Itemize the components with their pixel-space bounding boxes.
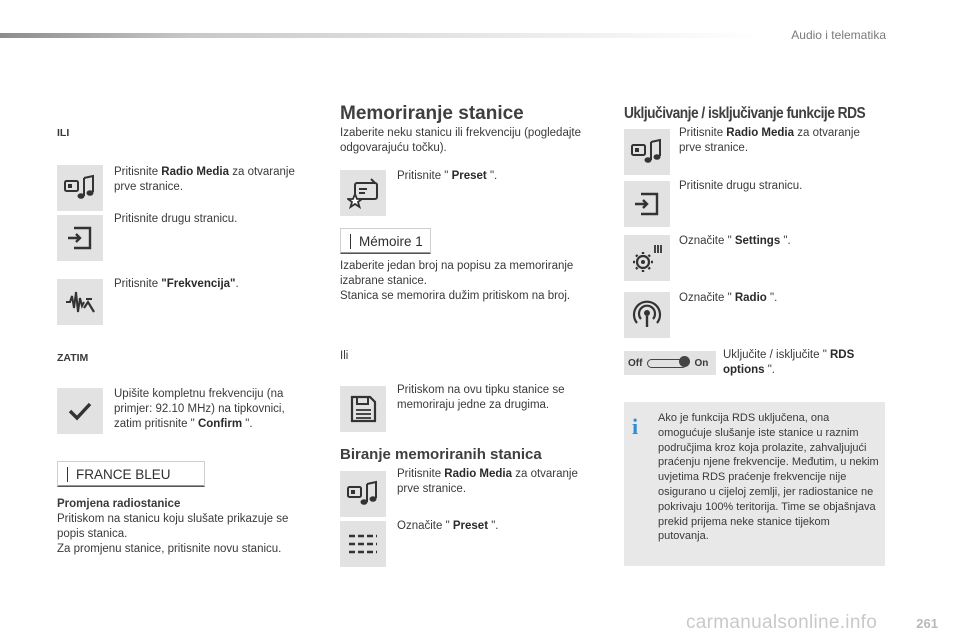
rds-step4: Označite " Radio ". bbox=[679, 292, 778, 304]
radio-star-icon bbox=[347, 177, 379, 209]
radio-media-button[interactable] bbox=[57, 165, 103, 211]
rds-title: Uključivanje / isključivanje funkcije RDS bbox=[624, 105, 866, 122]
preset-step: Pritisnite " Preset ". bbox=[397, 170, 498, 182]
select-step2: Označite " Preset ". bbox=[397, 520, 499, 532]
rds-toggle[interactable] bbox=[624, 351, 716, 375]
text-cursor bbox=[350, 234, 351, 249]
rds-step1: Pritisnite Radio Media za otvaranje prve stranice. bbox=[679, 127, 860, 154]
left-step1: Pritisnite Radio Media za otvaranje prve stranice. bbox=[114, 166, 295, 193]
radio-media-icon bbox=[64, 172, 96, 204]
memory-slot-value: Mémoire 1 bbox=[359, 233, 423, 249]
toggle-on-label: On bbox=[694, 357, 709, 369]
save-icon bbox=[347, 393, 379, 425]
next-page-button-2[interactable] bbox=[624, 181, 670, 227]
left-step3: Pritisnite "Frekvencija". bbox=[114, 278, 239, 290]
rds-step3: Označite " Settings ". bbox=[679, 235, 791, 247]
toggle-track bbox=[647, 359, 687, 368]
select-step1: Pritisnite Radio Media za otvaranje prve stranice. bbox=[397, 468, 578, 495]
preset-list-button[interactable] bbox=[340, 521, 386, 567]
section-title: Audio i telematika bbox=[791, 28, 886, 42]
preset-list-icon bbox=[347, 528, 379, 560]
radio-button[interactable] bbox=[624, 292, 670, 338]
toggle-knob bbox=[679, 356, 690, 367]
frequency-wave-icon bbox=[64, 286, 96, 318]
select-presets-title: Biranje memoriranih stanica bbox=[340, 446, 542, 463]
save-preset-text: Pritiskom na ovu tipku stanice se memoriraju jedne za drugima. bbox=[397, 384, 565, 411]
station-field[interactable] bbox=[57, 461, 205, 487]
settings-button[interactable] bbox=[624, 235, 670, 281]
memory-slot-field[interactable] bbox=[340, 228, 431, 254]
rds-step5: Uključite / isključite " RDS options ". bbox=[723, 349, 855, 376]
checkmark-icon bbox=[64, 395, 96, 427]
next-page-button[interactable] bbox=[57, 215, 103, 261]
text-cursor bbox=[67, 467, 68, 482]
ili-label: ILI bbox=[57, 127, 70, 139]
ili-lower: Ili bbox=[340, 350, 349, 362]
confirm-button[interactable] bbox=[57, 388, 103, 434]
zatim-label: ZATIM bbox=[57, 352, 89, 364]
memorize-title: Memoriranje stanice bbox=[340, 103, 524, 124]
radio-media-button-2[interactable] bbox=[340, 471, 386, 517]
header-bar bbox=[0, 33, 760, 38]
preset-button[interactable] bbox=[340, 170, 386, 216]
memorize-intro: Izaberite neku stanicu ili frekvenciju (pogledajte odgovarajuću točku). bbox=[340, 127, 581, 154]
settings-gear-icon bbox=[631, 242, 663, 274]
radio-media-button-3[interactable] bbox=[624, 129, 670, 175]
next-page-icon bbox=[64, 222, 96, 254]
info-icon: i bbox=[632, 414, 639, 439]
left-step2: Pritisnite drugu stranicu. bbox=[114, 213, 238, 225]
radio-media-icon bbox=[631, 136, 663, 168]
page-number: 261 bbox=[916, 616, 938, 631]
next-page-icon bbox=[631, 188, 663, 220]
select-memory-text: Izaberite jedan broj na popisu za memoriranje izabrane stanice. Stanica se memorira dužim pritiskom na broj. bbox=[340, 260, 574, 302]
toggle-off-label: Off bbox=[628, 357, 643, 369]
change-station-text: Pritiskom na stanicu koju slušate prikazuje se popis stanica. Za promjenu stanice, pritisnite novu stanicu. bbox=[57, 513, 289, 555]
frequency-button[interactable] bbox=[57, 279, 103, 325]
change-station-title: Promjena radiostanice bbox=[57, 498, 181, 510]
station-field-value: FRANCE BLEU bbox=[76, 466, 171, 482]
left-step4: Upišite kompletnu frekvenciju (na primjer: 92.10 MHz) na tipkovnici, zatim pritisnite " Confirm ". bbox=[114, 388, 285, 430]
radio-signal-icon bbox=[631, 299, 663, 331]
info-text: Ako je funkcija RDS uključena, ona omogućuje slušanje iste stanice u raznim područjima kroz koja prolazite, zahvaljujući praćenju njene frekvencije. Međutim, u nekim uvjetima RDS praćenje frekvencije nije osigurano u cijeloj zemlji, jer radiostanice ne pokrivaju 100% teritorija. Time se objašnjava prekid prijema neke stanice tijekom putovanja. bbox=[658, 412, 879, 543]
rds-step2: Pritisnite drugu stranicu. bbox=[679, 180, 803, 192]
watermark: carmanualsonline.info bbox=[686, 612, 878, 633]
save-preset-button[interactable] bbox=[340, 386, 386, 432]
radio-media-icon bbox=[347, 478, 379, 510]
